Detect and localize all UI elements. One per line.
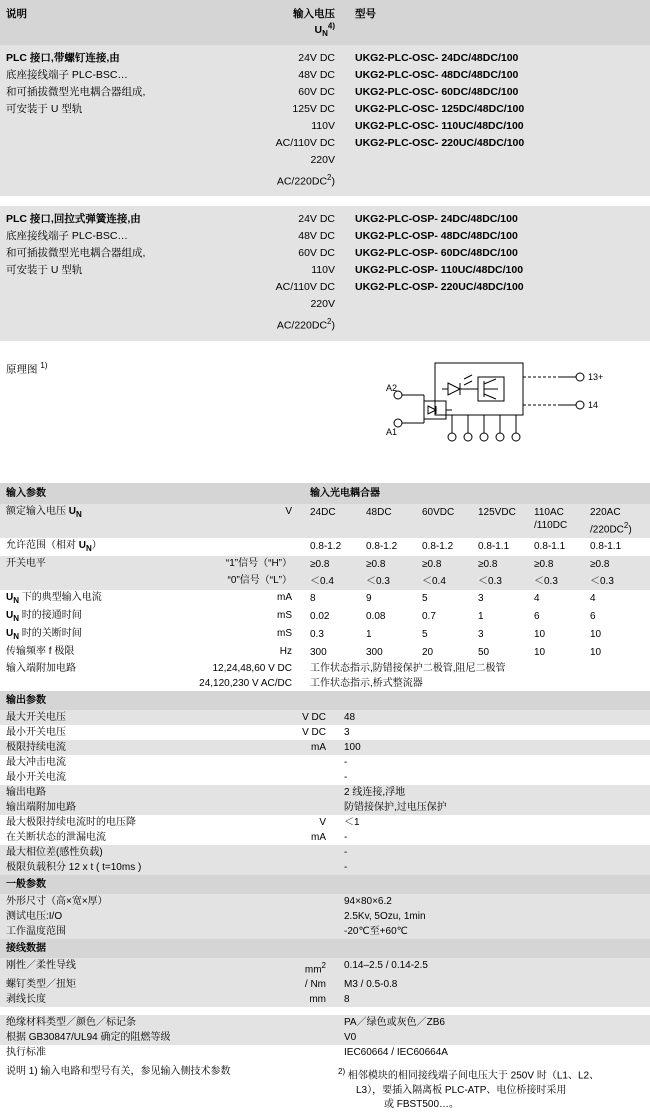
row-min-switch-current-unit bbox=[225, 770, 334, 785]
row-test-voltage-name: 测试电压:I/O bbox=[0, 909, 225, 924]
row-screw-torque-value: M3 / 0.5-0.8 bbox=[334, 977, 650, 992]
switch-h-v2: ≥0.8 bbox=[366, 557, 422, 572]
footnote-right-line3: 或 FBST500…。 bbox=[384, 1098, 460, 1110]
product-group-osp-description bbox=[0, 206, 267, 341]
row-output-circuit bbox=[0, 785, 650, 800]
osp-desc-line-2: 底座接线端子 PLC-BSC… bbox=[6, 230, 128, 243]
row-output-extra-circuit bbox=[0, 800, 650, 815]
row-max-switch-voltage bbox=[0, 710, 650, 725]
row-output-circuit-unit bbox=[225, 785, 334, 800]
row-input-extra-circuit-ac-name bbox=[0, 676, 192, 691]
row-insulation-material bbox=[0, 1015, 650, 1030]
product-group-osc bbox=[0, 45, 650, 197]
row-test-voltage bbox=[0, 909, 650, 924]
switch-l-v1: ＜0.4 bbox=[310, 574, 366, 589]
freq-v5: 10 bbox=[534, 646, 546, 658]
input-section-unit-blank bbox=[192, 483, 300, 504]
row-frequency-limit-unit: Hz bbox=[279, 645, 292, 657]
osp-voltage-1: 24V DC bbox=[298, 213, 335, 226]
osc-type-2: UKG2-PLC-OSC- 48DC/48DC/100 bbox=[355, 68, 519, 81]
row-switch-level-l-name bbox=[0, 573, 192, 590]
turn-on-v4: 1 bbox=[478, 610, 484, 622]
switch-h-v4: ≥0.8 bbox=[478, 557, 534, 572]
row-turn-off-time-name: $U_N$ 时的关断时间 bbox=[6, 627, 82, 641]
pin-a1-label: A1 bbox=[386, 426, 398, 437]
row-switch-level-l-unit: “0”信号（“L”） bbox=[192, 573, 300, 590]
schematic-label: 原理图 $^{1)}$ bbox=[6, 360, 48, 376]
row-rated-voltage-unit: V bbox=[192, 504, 300, 538]
general-section-unit-blank bbox=[225, 875, 334, 894]
row-limit-continuous-current-value: 100 bbox=[334, 740, 650, 755]
row-switch-level-h-unit: “1”信号（“H”） bbox=[192, 556, 300, 573]
row-max-switch-voltage-name: 最大开关电压 bbox=[0, 710, 225, 725]
footnote-right-marker: 2) bbox=[338, 1067, 346, 1077]
row-input-extra-circuit-dc-unit: 12,24,48,60 V DC bbox=[212, 662, 292, 674]
turn-off-v1: 0.3 bbox=[310, 628, 324, 640]
general-section-value-blank bbox=[334, 875, 650, 894]
row-operating-temperature-value: -20℃至+60℃ bbox=[334, 924, 650, 939]
output-section-unit-blank bbox=[225, 691, 334, 710]
turn-on-v5: 6 bbox=[534, 610, 540, 622]
row-min-switch-current-value: - bbox=[344, 771, 348, 783]
row-limit-continuous-current bbox=[0, 740, 650, 755]
spacer-row bbox=[0, 1007, 650, 1015]
osc-desc-line-1: PLC 接口,带螺钉连接,由 bbox=[6, 51, 120, 64]
row-turn-off-time bbox=[0, 626, 650, 644]
row-switch-level-l bbox=[0, 573, 650, 590]
typ-current-v4: 3 bbox=[478, 592, 484, 604]
row-turn-on-time-unit: mS bbox=[277, 609, 292, 621]
row-input-extra-circuit-name: 输入端附加电路 bbox=[6, 662, 76, 674]
row-flame-rating-value: V0 bbox=[334, 1030, 650, 1045]
row-switch-level-l-values bbox=[300, 573, 650, 590]
osp-desc-line-1: PLC 接口,回拉式弹簧连接,由 bbox=[6, 213, 141, 226]
row-frequency-limit-name: 传输频率 f 极限 bbox=[6, 645, 75, 657]
osc-voltage-5: 110V AC/110V DC bbox=[275, 119, 335, 149]
row-max-inrush-current bbox=[0, 755, 650, 770]
row-min-switch-current bbox=[0, 770, 650, 785]
product-group-osp-types bbox=[345, 206, 650, 341]
col-head-125vdc: 125VDC bbox=[478, 505, 534, 537]
row-input-extra-circuit-dc-value: 工作状态指示,防错接保护二极管,阻尼二极管 bbox=[310, 662, 506, 674]
row-min-switch-voltage bbox=[0, 725, 650, 740]
row-conductor-size-unit: $mm^2$ bbox=[225, 958, 334, 977]
row-switch-level-h bbox=[0, 556, 650, 573]
pin-13-label: 13+ bbox=[588, 371, 604, 382]
row-output-circuit-value: 2 线连接,浮地 bbox=[334, 785, 650, 800]
row-insulation-material-name: 绝缘材料类型／颜色／标记条 bbox=[0, 1015, 225, 1030]
row-rated-voltage-name: 额定输入电压 $U_N$ bbox=[0, 504, 192, 538]
switch-l-v6: ＜0.3 bbox=[590, 574, 646, 589]
row-turn-on-time-name: $U_N$ 时的接通时间 bbox=[6, 609, 82, 623]
row-min-switch-voltage-name: 最小开关电压 bbox=[6, 726, 66, 738]
header-voltage-line2: $U_N^{4)}$ bbox=[314, 21, 335, 38]
row-operating-temperature-unit bbox=[225, 924, 334, 939]
row-insulation-material-value: PA／绿色或灰色／ZB6 bbox=[334, 1015, 650, 1030]
row-strip-length bbox=[0, 992, 650, 1007]
row-output-extra-circuit-value: 防错接保护,过电压保护 bbox=[334, 800, 650, 815]
row-voltage-drop-unit: V bbox=[319, 816, 326, 828]
turn-off-v2: 1 bbox=[366, 628, 372, 640]
allowed-range-v4: 0.8-1.1 bbox=[478, 540, 510, 552]
row-strip-length-name: 剥线长度 bbox=[0, 992, 225, 1007]
freq-v1: 300 bbox=[310, 646, 327, 658]
typ-current-v1: 8 bbox=[310, 592, 316, 604]
header-type: 型号 bbox=[345, 0, 650, 45]
header-voltage-line1: 输入电压 bbox=[293, 8, 335, 20]
switch-h-v6: ≥0.8 bbox=[590, 557, 646, 572]
osc-type-3: UKG2-PLC-OSC- 60DC/48DC/100 bbox=[355, 85, 519, 98]
osp-type-2: UKG2-PLC-OSP- 48DC/48DC/100 bbox=[355, 230, 518, 243]
row-leakage-current-unit: mA bbox=[311, 831, 326, 843]
row-leakage-current-name: 在关断状态的泄漏电流 bbox=[6, 831, 106, 843]
row-strip-length-value: 8 bbox=[334, 992, 650, 1007]
product-group-osp bbox=[0, 206, 650, 341]
osp-voltage-3: 60V DC bbox=[298, 247, 335, 260]
row-output-circuit-name: 输出电路 bbox=[0, 785, 225, 800]
row-switch-level-name: 开关电平 bbox=[0, 556, 192, 573]
wiring-data-table bbox=[0, 939, 650, 1007]
row-turn-off-time-unit: mS bbox=[277, 627, 292, 639]
osc-type-5: UKG2-PLC-OSC- 110UC/48DC/100 bbox=[355, 119, 524, 132]
row-limit-continuous-current-name: 极限持续电流 bbox=[0, 740, 225, 755]
wiring-section-header bbox=[0, 939, 650, 958]
row-flame-rating-unit bbox=[225, 1030, 334, 1045]
osc-type-4: UKG2-PLC-OSC- 125DC/48DC/100 bbox=[355, 102, 525, 115]
general-section-title: 一般参数 bbox=[0, 875, 225, 894]
row-load-integral-name: 极限负载积分 12 x t ( t=10ms ) bbox=[0, 860, 225, 875]
product-table bbox=[0, 0, 650, 45]
row-voltage-drop-name: 最大极限持续电流时的电压降 bbox=[6, 816, 136, 828]
row-typical-current-values bbox=[300, 590, 650, 608]
footnote-right-line1: 相邻模块的相同接线端子间电压大于 250V 时（L1、L2、 bbox=[347, 1070, 600, 1082]
output-parameters-table bbox=[0, 691, 650, 875]
col-head-60vdc: 60VDC bbox=[422, 505, 478, 537]
product-gap bbox=[0, 196, 650, 206]
row-voltage-drop bbox=[0, 815, 650, 830]
osp-voltage-4: 110V AC/110V DC bbox=[275, 264, 335, 294]
row-test-voltage-value: 2.5Kv, 5Ozu, 1min bbox=[334, 909, 650, 924]
row-standards-unit bbox=[225, 1045, 334, 1060]
switch-l-v3: ＜0.4 bbox=[422, 574, 478, 589]
row-output-extra-circuit-name: 输出端附加电路 bbox=[0, 800, 225, 815]
turn-off-v5: 10 bbox=[534, 628, 546, 640]
footnote-right bbox=[332, 1062, 650, 1114]
col-head-110ac: 110AC /110DC bbox=[534, 505, 590, 537]
osp-type-4: UKG2-PLC-OSP- 110UC/48DC/100 bbox=[355, 264, 524, 277]
row-typical-current bbox=[0, 590, 650, 608]
row-load-integral-unit bbox=[225, 860, 334, 875]
typ-current-v2: 9 bbox=[366, 592, 372, 604]
freq-v6: 10 bbox=[590, 646, 602, 658]
row-max-switch-voltage-unit: V DC bbox=[225, 710, 334, 725]
row-insulation-material-unit bbox=[225, 1015, 334, 1030]
row-switch-level-h-values bbox=[300, 556, 650, 573]
row-flame-rating-name: 根据 GB30847/UL94 确定的阻燃等级 bbox=[0, 1030, 225, 1045]
row-max-inrush-current-unit bbox=[225, 755, 334, 770]
row-conductor-size-value: 0.14–2.5 / 0.14-2.5 bbox=[334, 958, 650, 977]
row-typical-current-name: $U_N$ 下的典型输入电流 bbox=[6, 591, 102, 605]
wiring-section-value-blank bbox=[334, 939, 650, 958]
col-head-220ac: 220AC $/220DC^2$) bbox=[590, 505, 646, 537]
turn-off-v3: 5 bbox=[422, 628, 428, 640]
row-flame-rating bbox=[0, 1030, 650, 1045]
allowed-range-v2: 0.8-1.2 bbox=[366, 540, 398, 552]
typ-current-v5: 4 bbox=[534, 592, 540, 604]
general-parameters-table bbox=[0, 875, 650, 939]
output-section-value-blank bbox=[334, 691, 650, 710]
turn-on-v2: 0.08 bbox=[366, 610, 386, 622]
freq-v4: 50 bbox=[478, 646, 490, 658]
product-table-header bbox=[0, 0, 650, 45]
input-parameters-table bbox=[0, 483, 650, 691]
general-section-header bbox=[0, 875, 650, 894]
allowed-range-v3: 0.8-1.2 bbox=[422, 540, 454, 552]
turn-on-v1: 0.02 bbox=[310, 610, 330, 622]
input-section-title-right: 输入光电耦合器 bbox=[300, 483, 650, 504]
freq-v3: 20 bbox=[422, 646, 434, 658]
row-allowed-range-unit bbox=[192, 538, 300, 556]
product-group-osc-description bbox=[0, 45, 267, 197]
osp-type-1: UKG2-PLC-OSP- 24DC/48DC/100 bbox=[355, 213, 518, 226]
allowed-range-v5: 0.8-1.1 bbox=[534, 540, 566, 552]
row-standards bbox=[0, 1045, 650, 1060]
product-group-osc-types bbox=[345, 45, 650, 197]
row-dimensions-value: 94×80×6.2 bbox=[334, 894, 650, 909]
switch-l-v4: ＜0.3 bbox=[478, 574, 534, 589]
row-min-switch-current-name: 最小开关电流 bbox=[6, 771, 66, 783]
switch-h-v3: ≥0.8 bbox=[422, 557, 478, 572]
row-frequency-limit-values bbox=[300, 644, 650, 661]
row-rated-voltage-values bbox=[300, 504, 650, 538]
footnote-right-line2: L3），要插入隔离板 PLC-ATP、电位桥接时采用 bbox=[356, 1084, 567, 1096]
row-output-extra-circuit-unit bbox=[225, 800, 334, 815]
row-load-integral-value: - bbox=[334, 860, 650, 875]
row-dimensions-name: 外形尺寸（高×宽×厚） bbox=[0, 894, 225, 909]
schematic-block bbox=[0, 355, 650, 483]
row-typical-current-unit: mA bbox=[277, 591, 292, 603]
header-voltage bbox=[267, 0, 345, 45]
typ-current-v3: 5 bbox=[422, 592, 428, 604]
osc-type-6: UKG2-PLC-OSC- 220UC/48DC/100 bbox=[355, 136, 525, 149]
row-operating-temperature bbox=[0, 924, 650, 939]
pin-14-label: 14 bbox=[588, 399, 599, 410]
row-turn-on-time bbox=[0, 608, 650, 626]
row-allowed-range bbox=[0, 538, 650, 556]
schematic-diagram bbox=[380, 355, 640, 483]
row-max-phase-difference-unit bbox=[225, 845, 334, 860]
allowed-range-v6: 0.8-1.1 bbox=[590, 540, 622, 552]
osc-desc-line-3: 和可插拔微型光电耦合器组成, bbox=[6, 85, 146, 98]
turn-off-v6: 10 bbox=[590, 628, 602, 640]
col-head-48dc: 48DC bbox=[366, 505, 422, 537]
osc-voltage-3: 60V DC bbox=[298, 85, 335, 98]
row-max-inrush-current-name: 最大冲击电流 bbox=[6, 756, 66, 768]
osc-voltage-2: 48V DC bbox=[298, 68, 335, 81]
row-limit-continuous-current-unit: mA bbox=[225, 740, 334, 755]
input-section-header bbox=[0, 483, 650, 504]
row-conductor-size bbox=[0, 958, 650, 977]
osp-voltage-2: 48V DC bbox=[298, 230, 335, 243]
row-dimensions-unit bbox=[225, 894, 334, 909]
row-standards-value: IEC60664 / IEC60664A bbox=[344, 1047, 448, 1059]
osp-type-3: UKG2-PLC-OSP- 60DC/48DC/100 bbox=[355, 247, 518, 260]
osc-voltage-4: 125V DC bbox=[292, 102, 335, 115]
row-max-switch-voltage-value: 48 bbox=[334, 710, 650, 725]
row-allowed-range-values bbox=[300, 538, 650, 556]
row-operating-temperature-name: 工作温度范围 bbox=[0, 924, 225, 939]
wiring-section-unit-blank bbox=[225, 939, 334, 958]
row-screw-torque-name: 螺钉类型／扭矩 bbox=[0, 977, 225, 992]
row-standards-name: 执行标准 bbox=[6, 1047, 46, 1059]
row-leakage-current bbox=[0, 830, 650, 845]
row-screw-torque bbox=[0, 977, 650, 992]
product-group-osp-voltages bbox=[267, 206, 345, 341]
col-head-24dc: 24DC bbox=[310, 505, 366, 537]
osc-voltage-6: 220V $AC/220DC^2$) bbox=[276, 153, 335, 188]
output-section-header bbox=[0, 691, 650, 710]
osc-type-1: UKG2-PLC-OSC- 24DC/48DC/100 bbox=[355, 51, 519, 64]
switch-l-v5: ＜0.3 bbox=[534, 574, 590, 589]
switch-h-v1: ≥0.8 bbox=[310, 557, 366, 572]
row-input-extra-circuit-ac-value: 工作状态指示,桥式整流器 bbox=[310, 677, 423, 689]
row-rated-voltage bbox=[0, 504, 650, 538]
row-input-extra-circuit-dc bbox=[0, 661, 650, 676]
row-strip-length-unit: mm bbox=[225, 992, 334, 1007]
footnote-left: 说明 1) 输入电路和型号有关，参见输入侧技术参数 bbox=[6, 1066, 231, 1078]
row-allowed-range-name: 允许范围（相对 $U_N$） bbox=[6, 539, 102, 553]
osc-desc-line-2: 底座接线端子 PLC-BSC… bbox=[6, 68, 128, 81]
material-standard-table bbox=[0, 1007, 650, 1060]
row-load-integral bbox=[0, 860, 650, 875]
row-input-extra-circuit-ac bbox=[0, 676, 650, 691]
osp-type-5: UKG2-PLC-OSP- 220UC/48DC/100 bbox=[355, 281, 524, 294]
row-leakage-current-value: - bbox=[344, 831, 348, 843]
row-max-inrush-current-value: - bbox=[344, 756, 348, 768]
allowed-range-v1: 0.8-1.2 bbox=[310, 540, 342, 552]
row-max-phase-difference bbox=[0, 845, 650, 860]
typ-current-v6: 4 bbox=[590, 592, 596, 604]
osp-desc-line-4: 可安装于 U 型轨 bbox=[6, 264, 83, 277]
osp-desc-line-3: 和可插拔微型光电耦合器组成, bbox=[6, 247, 146, 260]
input-section-title: 输入参数 bbox=[0, 483, 192, 504]
row-screw-torque-unit: / Nm bbox=[225, 977, 334, 992]
row-min-switch-voltage-unit: V DC bbox=[302, 726, 326, 738]
row-dimensions bbox=[0, 894, 650, 909]
osp-voltage-5: 220V $AC/220DC^2$) bbox=[276, 298, 335, 332]
turn-on-v3: 0.7 bbox=[422, 610, 436, 622]
turn-on-v6: 6 bbox=[590, 610, 596, 622]
row-max-phase-difference-name: 最大相位差(感性负载) bbox=[0, 845, 225, 860]
turn-off-v4: 3 bbox=[478, 628, 484, 640]
row-turn-on-time-values bbox=[300, 608, 650, 626]
switch-h-v5: ≥0.8 bbox=[534, 557, 590, 572]
row-test-voltage-unit bbox=[225, 909, 334, 924]
row-voltage-drop-value: ＜1 bbox=[344, 816, 360, 828]
row-conductor-size-name: 刚性／柔性导线 bbox=[0, 958, 225, 977]
header-description: 说明 bbox=[0, 0, 267, 45]
switch-l-v2: ＜0.3 bbox=[366, 574, 422, 589]
osc-voltage-1: 24V DC bbox=[298, 51, 335, 64]
row-min-switch-voltage-value: 3 bbox=[344, 726, 350, 738]
pin-a2-label: A2 bbox=[386, 382, 398, 393]
row-max-phase-difference-value: - bbox=[334, 845, 650, 860]
row-input-extra-circuit-ac-unit: 24,120,230 V AC/DC bbox=[199, 677, 292, 689]
product-group-osc-voltages bbox=[267, 45, 345, 197]
wiring-section-title: 接线数据 bbox=[0, 939, 225, 958]
footnotes bbox=[0, 1062, 650, 1114]
freq-v2: 300 bbox=[366, 646, 383, 658]
row-frequency-limit bbox=[0, 644, 650, 661]
osc-desc-line-4: 可安装于 U 型轨 bbox=[6, 102, 83, 115]
output-section-title: 输出参数 bbox=[0, 691, 225, 710]
row-turn-off-time-values bbox=[300, 626, 650, 644]
